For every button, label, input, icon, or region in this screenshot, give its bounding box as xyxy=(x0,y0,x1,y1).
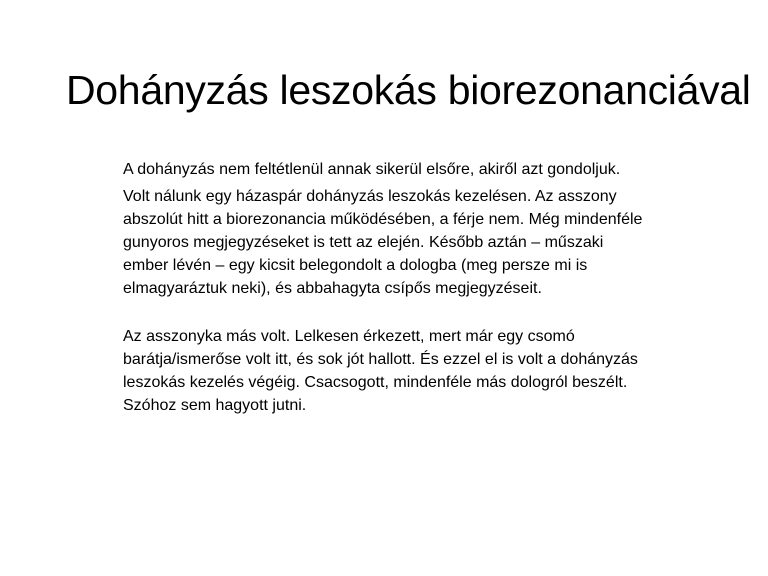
paragraph-wife-story: Az asszonyka más volt. Lelkesen érkezett, mert már egy csomó barátja/ismerőse volt itt, és sok jót hallott. És ezzel el is volt a dohányzás leszokás kezelés végéig. Csacsogott, mindenféle más dologról beszélt. Szóhoz sem hagyott jutni. xyxy=(123,328,638,414)
paragraph-intro: A dohányzás nem feltétlenül annak sikerül elsőre, akiről azt gondoljuk. xyxy=(123,161,621,178)
slide-title: Dohányzás leszokás biorezonanciával xyxy=(66,67,751,113)
slide-body xyxy=(123,158,643,417)
paragraph-husband-story: Volt nálunk egy házaspár dohányzás leszokás kezelésen. Az asszony abszolút hitt a biorezonancia működésében, a férje nem. Még mindenféle gunyoros megjegyzéseket is tett az elején. Később aztán – műszaki ember lévén – egy kicsit belegondolt a dologba (meg persze mi is elmagyaráztuk neki), és abbahagyta csípős megjegyzéseit. xyxy=(123,188,643,297)
